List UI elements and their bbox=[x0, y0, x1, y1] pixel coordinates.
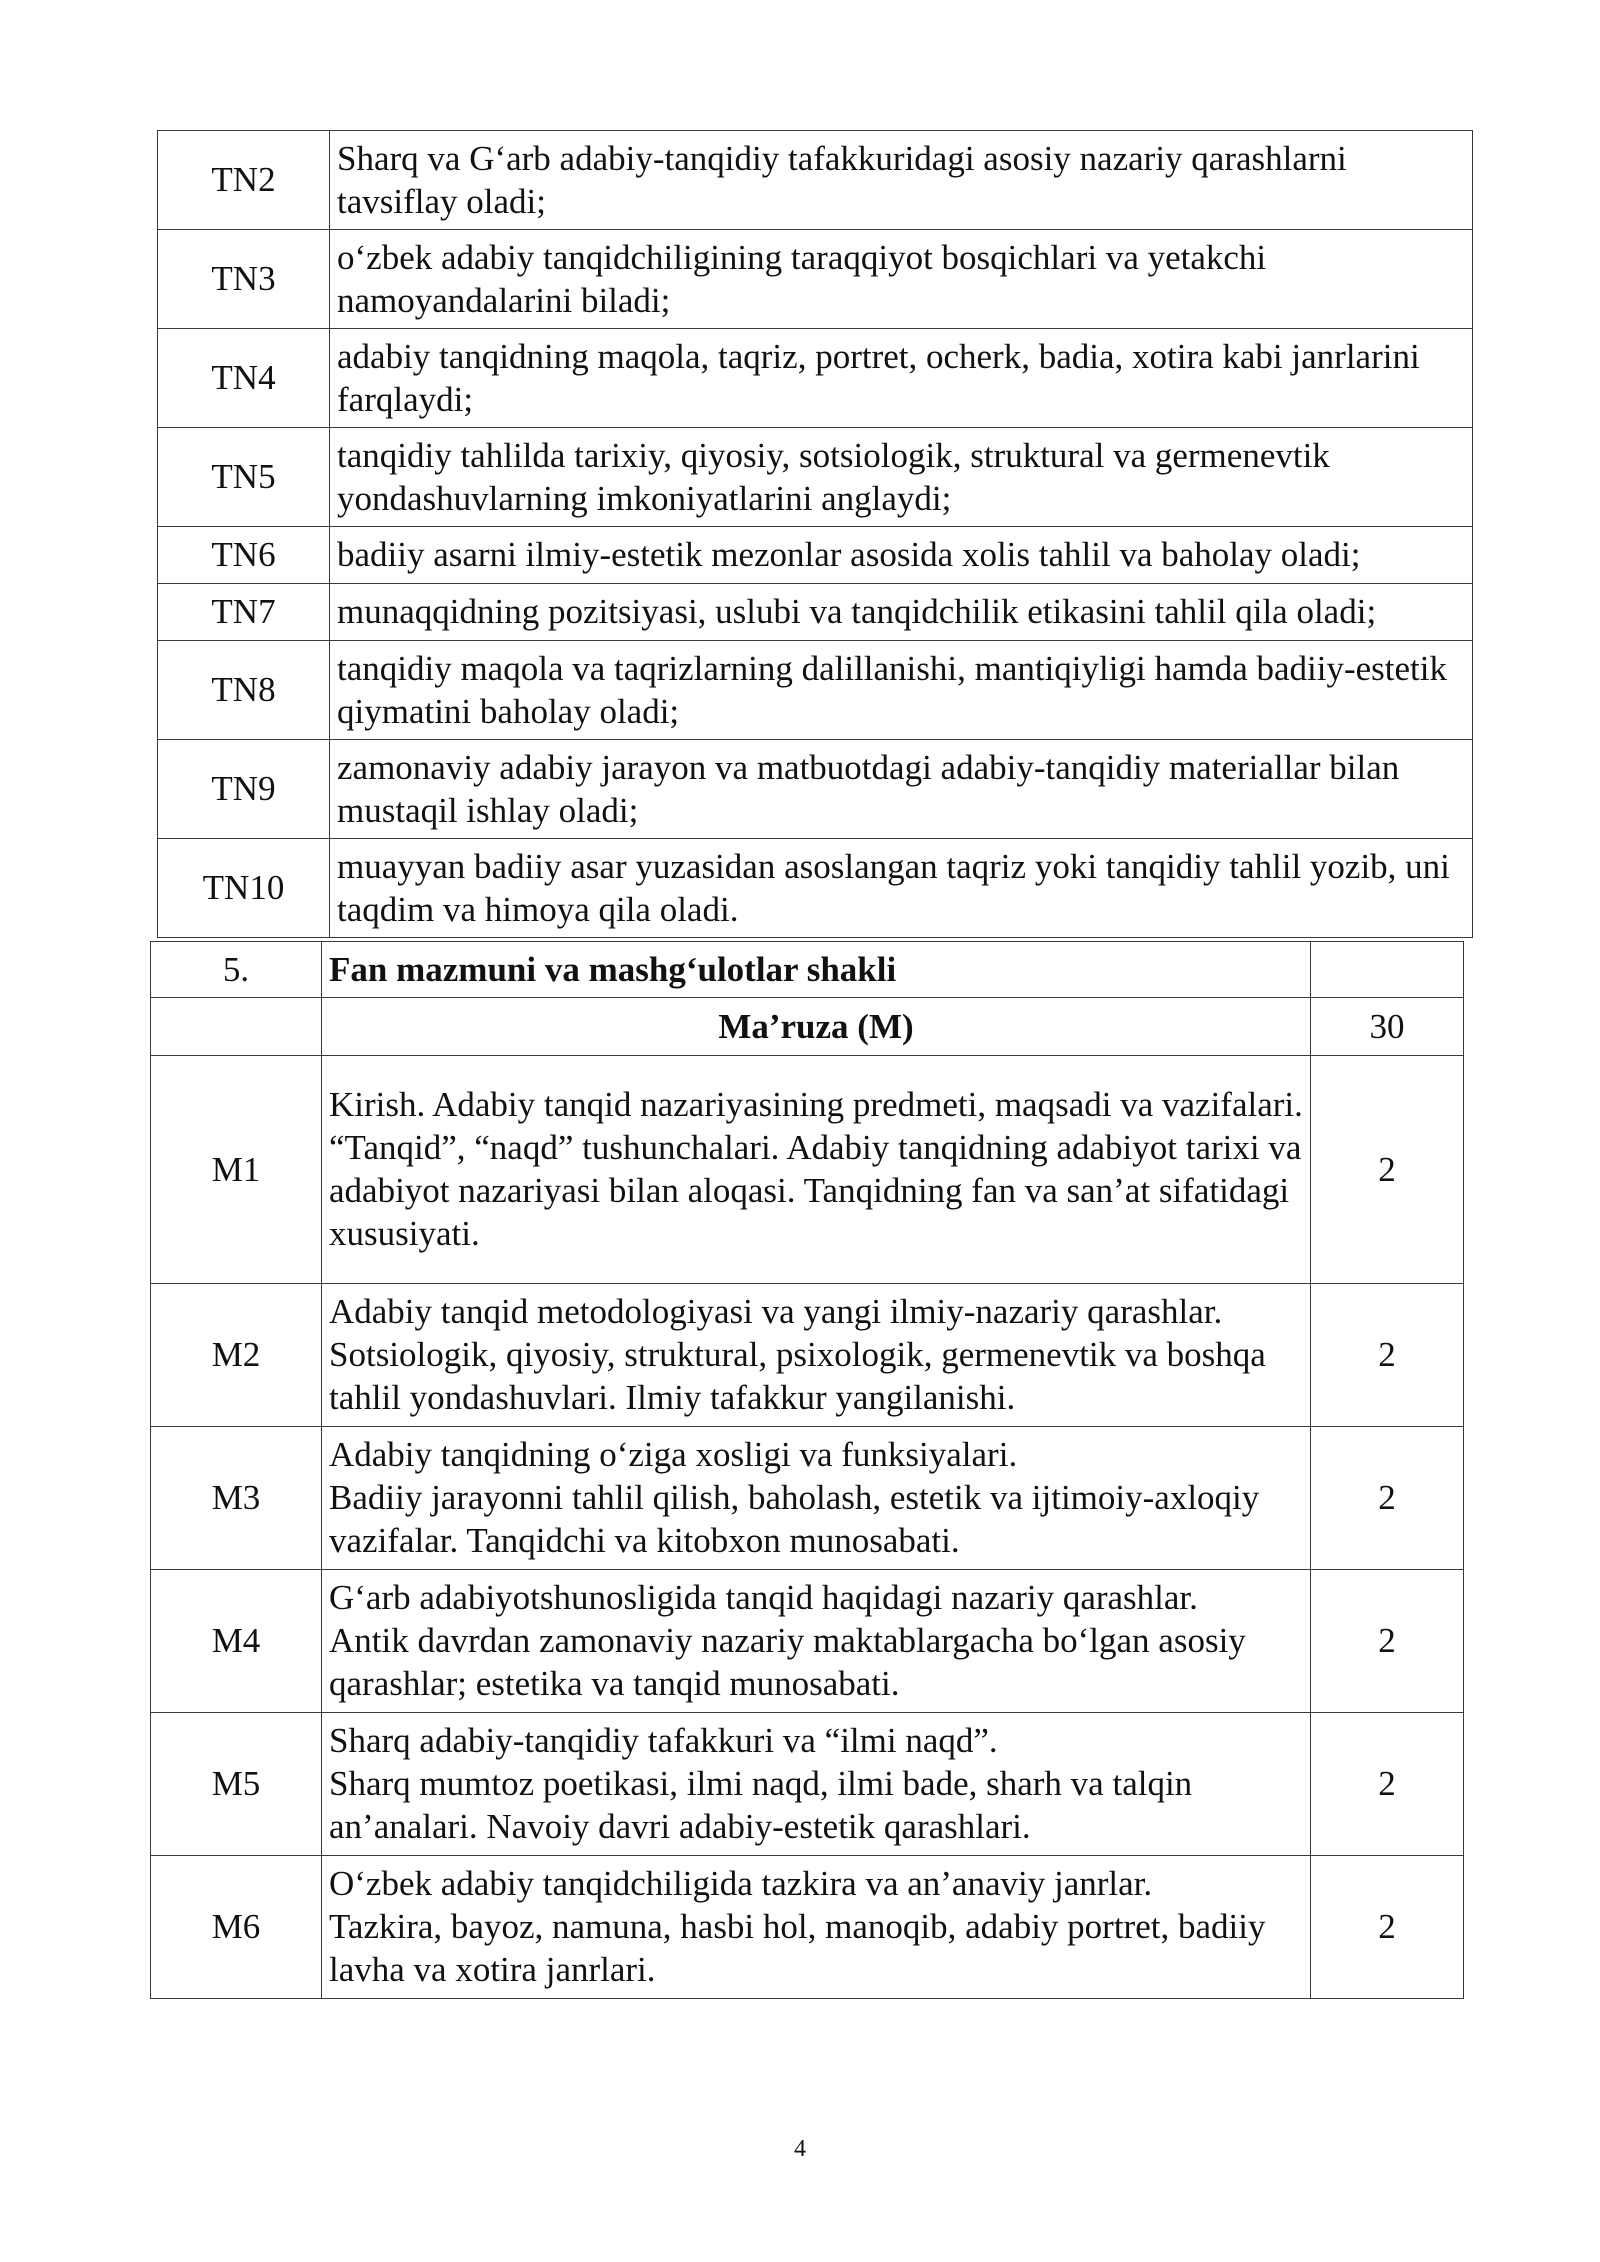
lecture-text bbox=[322, 1427, 1311, 1570]
outcome-code: TN8 bbox=[158, 641, 330, 740]
lecture-details: Sharq mumtoz poetikasi, ilmi naqd, ilmi bade, sharh va talqin an’analari. Navoiy davri adabiy-estetik qarashlari. bbox=[329, 1764, 1193, 1846]
table-row bbox=[151, 1570, 1464, 1713]
section-title: Fan mazmuni va mashg‘ulotlar shakli bbox=[322, 942, 1311, 998]
lecture-topic: G‘arb adabiyotshunosligida tanqid haqidagi nazariy qarashlar. bbox=[329, 1578, 1198, 1617]
lecture-topic: Kirish. Adabiy tanqid nazariyasining predmeti, maqsadi va vazifalari. bbox=[329, 1085, 1303, 1124]
outcome-code: TN3 bbox=[158, 230, 330, 329]
page-number: 4 bbox=[794, 2136, 806, 2162]
lecture-details: “Tanqid”, “naqd” tushunchalari. Adabiy tanqidning adabiyot tarixi va adabiyot nazariyasi bilan aloqasi. Tanqidning fan va san’at sifatidagi xususiyati. bbox=[329, 1128, 1302, 1253]
outcome-text: zamonaviy adabiy jarayon va matbuotdagi adabiy-tanqidiy materiallar bilan mustaqil ishlay oladi; bbox=[330, 740, 1473, 839]
section-number: 5. bbox=[151, 942, 322, 998]
course-content-table bbox=[150, 941, 1464, 1999]
lecture-code: M5 bbox=[151, 1713, 322, 1856]
table-row bbox=[158, 428, 1473, 527]
outcome-text: tanqidiy maqola va taqrizlarning dalillanishi, mantiqiyligi hamda badiiy-estetik qiymatini baholay oladi; bbox=[330, 641, 1473, 740]
outcome-code: TN2 bbox=[158, 131, 330, 230]
lecture-text bbox=[322, 1713, 1311, 1856]
outcome-code: TN9 bbox=[158, 740, 330, 839]
lecture-text bbox=[322, 1570, 1311, 1713]
outcome-code: TN4 bbox=[158, 329, 330, 428]
table-row bbox=[151, 1427, 1464, 1570]
lecture-hours: 2 bbox=[1311, 1284, 1464, 1427]
lecture-text bbox=[322, 1856, 1311, 1999]
outcome-code: TN10 bbox=[158, 839, 330, 938]
lecture-topic: Adabiy tanqid metodologiyasi va yangi ilmiy-nazariy qarashlar. bbox=[329, 1292, 1223, 1331]
table-row bbox=[158, 839, 1473, 938]
lecture-topic: O‘zbek adabiy tanqidchiligida tazkira va an’anaviy janrlar. bbox=[329, 1864, 1153, 1903]
outcome-text: tanqidiy tahlilda tarixiy, qiyosiy, sotsiologik, struktural va germenevtik yondashuvlarning imkoniyatlarini anglaydi; bbox=[330, 428, 1473, 527]
table-row bbox=[158, 641, 1473, 740]
outcome-code: TN7 bbox=[158, 584, 330, 641]
table-row bbox=[158, 527, 1473, 584]
table-row bbox=[151, 1284, 1464, 1427]
table-row bbox=[158, 131, 1473, 230]
outcome-code: TN6 bbox=[158, 527, 330, 584]
lecture-code: M6 bbox=[151, 1856, 322, 1999]
outcome-text: adabiy tanqidning maqola, taqriz, portret, ocherk, badia, xotira kabi janrlarini farqlaydi; bbox=[330, 329, 1473, 428]
table-row bbox=[151, 1713, 1464, 1856]
empty-cell bbox=[151, 998, 322, 1056]
lecture-code: M4 bbox=[151, 1570, 322, 1713]
table-row bbox=[151, 1056, 1464, 1284]
lecture-topic: Adabiy tanqidning o‘ziga xosligi va funksiyalari. bbox=[329, 1435, 1018, 1474]
lecture-hours: 2 bbox=[1311, 1856, 1464, 1999]
outcome-text: o‘zbek adabiy tanqidchiligining taraqqiyot bosqichlari va yetakchi namoyandalarini biladi; bbox=[330, 230, 1473, 329]
table-row bbox=[158, 230, 1473, 329]
lecture-details: Sotsiologik, qiyosiy, struktural, psixologik, germenevtik va boshqa tahlil yondashuvlari. Ilmiy tafakkur yangilanishi. bbox=[329, 1335, 1266, 1417]
lecture-header: Ma’ruza (M) bbox=[322, 998, 1311, 1056]
lecture-text bbox=[322, 1284, 1311, 1427]
lecture-text bbox=[322, 1056, 1311, 1284]
lecture-hours: 2 bbox=[1311, 1570, 1464, 1713]
lecture-hours: 2 bbox=[1311, 1427, 1464, 1570]
outcome-code: TN5 bbox=[158, 428, 330, 527]
section-header-row bbox=[151, 942, 1464, 998]
outcome-text: Sharq va G‘arb adabiy-tanqidiy tafakkuridagi asosiy nazariy qarashlarni tavsiflay oladi; bbox=[330, 131, 1473, 230]
outcome-text: munaqqidning pozitsiyasi, uslubi va tanqidchilik etikasini tahlil qila oladi; bbox=[330, 584, 1473, 641]
table-row bbox=[158, 740, 1473, 839]
lecture-code: M2 bbox=[151, 1284, 322, 1427]
table-row bbox=[158, 329, 1473, 428]
table-row bbox=[151, 1856, 1464, 1999]
table-row bbox=[158, 584, 1473, 641]
lecture-details: Tazkira, bayoz, namuna, hasbi hol, manoqib, adabiy portret, badiiy lavha va xotira janrlari. bbox=[329, 1907, 1266, 1989]
lecture-hours: 2 bbox=[1311, 1713, 1464, 1856]
lecture-details: Badiiy jarayonni tahlil qilish, baholash, estetik va ijtimoiy-axloqiy vazifalar. Tanqidchi va kitobxon munosabati. bbox=[329, 1478, 1260, 1560]
lecture-header-row bbox=[151, 998, 1464, 1056]
lecture-total-hours: 30 bbox=[1311, 998, 1464, 1056]
outcome-text: muayyan badiiy asar yuzasidan asoslangan taqriz yoki tanqidiy tahlil yozib, uni taqdim va himoya qila oladi. bbox=[330, 839, 1473, 938]
empty-cell bbox=[1311, 942, 1464, 998]
outcome-text: badiiy asarni ilmiy-estetik mezonlar asosida xolis tahlil va baholay oladi; bbox=[330, 527, 1473, 584]
learning-outcomes-table bbox=[157, 130, 1473, 938]
lecture-hours: 2 bbox=[1311, 1056, 1464, 1284]
lecture-details: Antik davrdan zamonaviy nazariy maktablargacha bo‘lgan asosiy qarashlar; estetika va tanqid munosabati. bbox=[329, 1621, 1246, 1703]
lecture-code: M3 bbox=[151, 1427, 322, 1570]
lecture-code: M1 bbox=[151, 1056, 322, 1284]
lecture-topic: Sharq adabiy-tanqidiy tafakkuri va “ilmi naqd”. bbox=[329, 1721, 998, 1760]
